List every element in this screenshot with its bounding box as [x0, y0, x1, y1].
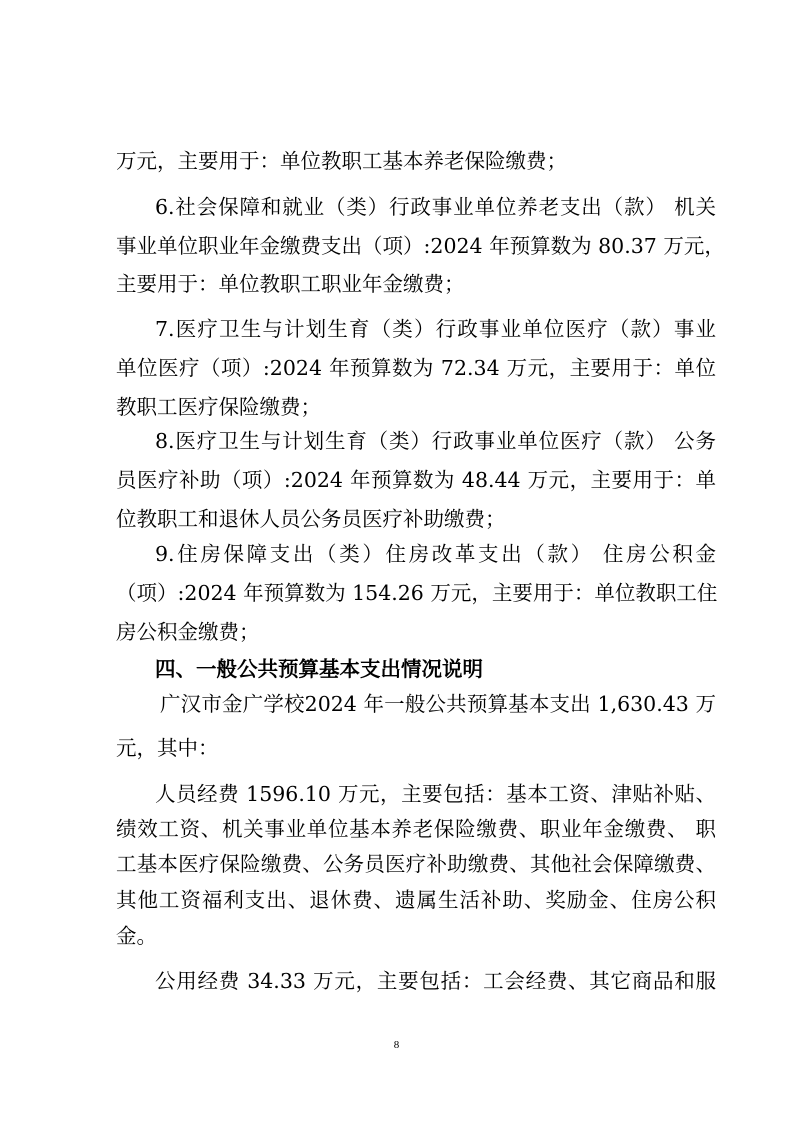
paragraph-line: 绩效工资、机关事业单位基本养老保险缴费、职业年金缴费、 职 — [116, 817, 716, 841]
paragraph-line: 8.医疗卫生与计划生育（类）行政事业单位医疗（款） 公务 — [155, 429, 716, 453]
paragraph-line: 事业单位职业年金缴费支出（项）:2024 年预算数为 80.37 万元， — [116, 234, 725, 258]
paragraph-line: 主要用于：单位教职工职业年金缴费； — [116, 272, 465, 296]
paragraph-line: （项）:2024 年预算数为 154.26 万元，主要用于：单位教职工住 — [116, 581, 718, 605]
paragraph-line: 6.社会保障和就业（类）行政事业单位养老支出（款） 机关 — [155, 195, 716, 219]
paragraph-line: 公用经费 34.33 万元，主要包括：工会经费、其它商品和服 — [155, 969, 716, 993]
page-number: 8 — [393, 1039, 400, 1051]
paragraph-line: 员医疗补助（项）:2024 年预算数为 48.44 万元，主要用于：单 — [116, 468, 716, 492]
paragraph-line: 单位医疗（项）:2024 年预算数为 72.34 万元，主要用于：单位 — [116, 356, 716, 380]
paragraph-line: 元，其中： — [116, 736, 219, 760]
paragraph-line: 金。 — [116, 924, 157, 948]
paragraph-line: 广汉市金广学校2024 年一般公共预算基本支出 1,630.43 万 — [160, 692, 716, 716]
paragraph-line: 其他工资福利支出、退休费、遗属生活补助、奖励金、住房公积 — [116, 888, 716, 912]
paragraph-line: 万元，主要用于：单位教职工基本养老保险缴费； — [116, 149, 567, 173]
paragraph-line: 9.住房保障支出（类）住房改革支出（款） 住房公积金 — [155, 542, 716, 566]
section-heading: 四、一般公共预算基本支出情况说明 — [155, 657, 483, 681]
paragraph-line: 工基本医疗保险缴费、公务员医疗补助缴费、其他社会保障缴费、 — [116, 852, 716, 876]
paragraph-line: 教职工医疗保险缴费； — [116, 395, 321, 419]
paragraph-line: 房公积金缴费； — [116, 620, 260, 644]
paragraph-line: 人员经费 1596.10 万元，主要包括：基本工资、津贴补贴、 — [155, 782, 716, 806]
paragraph-line: 位教职工和退休人员公务员医疗补助缴费； — [116, 507, 506, 531]
paragraph-line: 7.医疗卫生与计划生育（类）行政事业单位医疗（款）事业 — [155, 317, 716, 341]
